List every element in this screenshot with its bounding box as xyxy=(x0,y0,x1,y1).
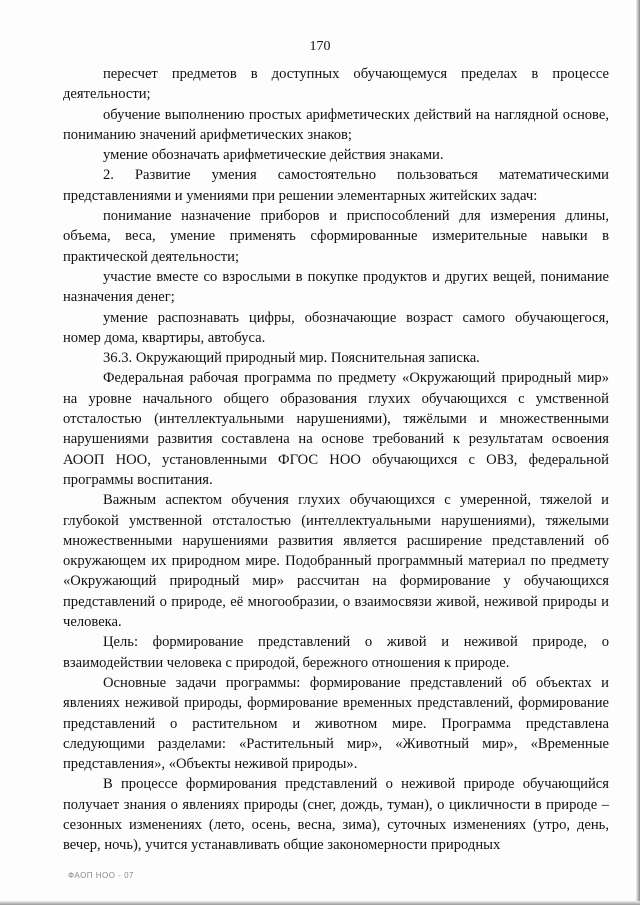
scan-edge-bottom xyxy=(0,901,640,905)
section-heading: 36.3. Окружающий природный мир. Пояснительная записка. xyxy=(103,350,480,367)
paragraph: В процессе формирования представлений о неживой природе обучающийся получает знания о явлениях природы (снег, дождь, туман), о цикличности в природе – сезонных изменениях (лето, осень, весна, зима), суточных изменениях (утро, день, вечер, ночь), учится устанавливать общие закономерности природных xyxy=(63,776,609,854)
paragraph: понимание назначение приборов и приспособлений для измерения длины, объема, веса, умение применять сформированные измерительные навыки в практической деятельности; xyxy=(63,208,609,265)
paragraph: участие вместе со взрослыми в покупке продуктов и других вещей, понимание назначения денег; xyxy=(63,268,609,306)
paragraph: пересчет предметов в доступных обучающемуся пределах в процессе деятельности; xyxy=(63,66,609,103)
paragraph: Важным аспектом обучения глухих обучающихся с умеренной, тяжелой и глубокой умственной отсталостью (интеллектуальными нарушениями), тяжелыми множественными нарушениями развития является расширение представлений об окружающем их природном мире. Подобранный программный материал по предмету «Окружающий природный мир» рассчитан на формирование у обучающихся представлений о природе, её многообразии, о взаимосвязи живой, неживой природы и человека. xyxy=(63,492,609,631)
page-number: 170 xyxy=(309,39,331,54)
document-body xyxy=(63,64,609,856)
scan-edge-right xyxy=(636,0,640,905)
paragraph: обучение выполнению простых арифметических действий на наглядной основе, пониманию значений арифметических знаков; xyxy=(63,106,609,143)
paragraph: Федеральная рабочая программа по предмету «Окружающий природный мир» на уровне начального общего образования глухих обучающихся с умственной отсталостью (интеллектуальными нарушениями), тяжёлыми и множественными нарушениями развития составлена на основе требований к результатам освоения АООП НОО, установленными ФГОС НОО обучающихся с ОВЗ, федеральной программы воспитания. xyxy=(63,370,609,488)
paragraph: 2. Развитие умения самостоятельно пользоваться математическими представлениями и умениями при решении элементарных житейских задач: xyxy=(63,167,609,204)
paragraph: умение обозначать арифметические действия знаками. xyxy=(103,147,444,164)
paragraph: Цель: формирование представлений о живой и неживой природе, о взаимодействии человека с природой, бережного отношения к природе. xyxy=(63,634,609,671)
paragraph: умение распознавать цифры, обозначающие возраст самого обучающегося, номер дома, квартиры, автобуса. xyxy=(63,309,609,346)
footer-mark: ФАОП НОО - 07 xyxy=(68,871,134,880)
paragraph: Основные задачи программы: формирование представлений об объектах и явлениях неживой природы, формирование временных представлений, формирование представлений о растительном и животном мире. Программа представлена следующими разделами: «Растительный мир», «Животный мир», «Временные представления», «Объекты неживой природы». xyxy=(63,674,609,773)
